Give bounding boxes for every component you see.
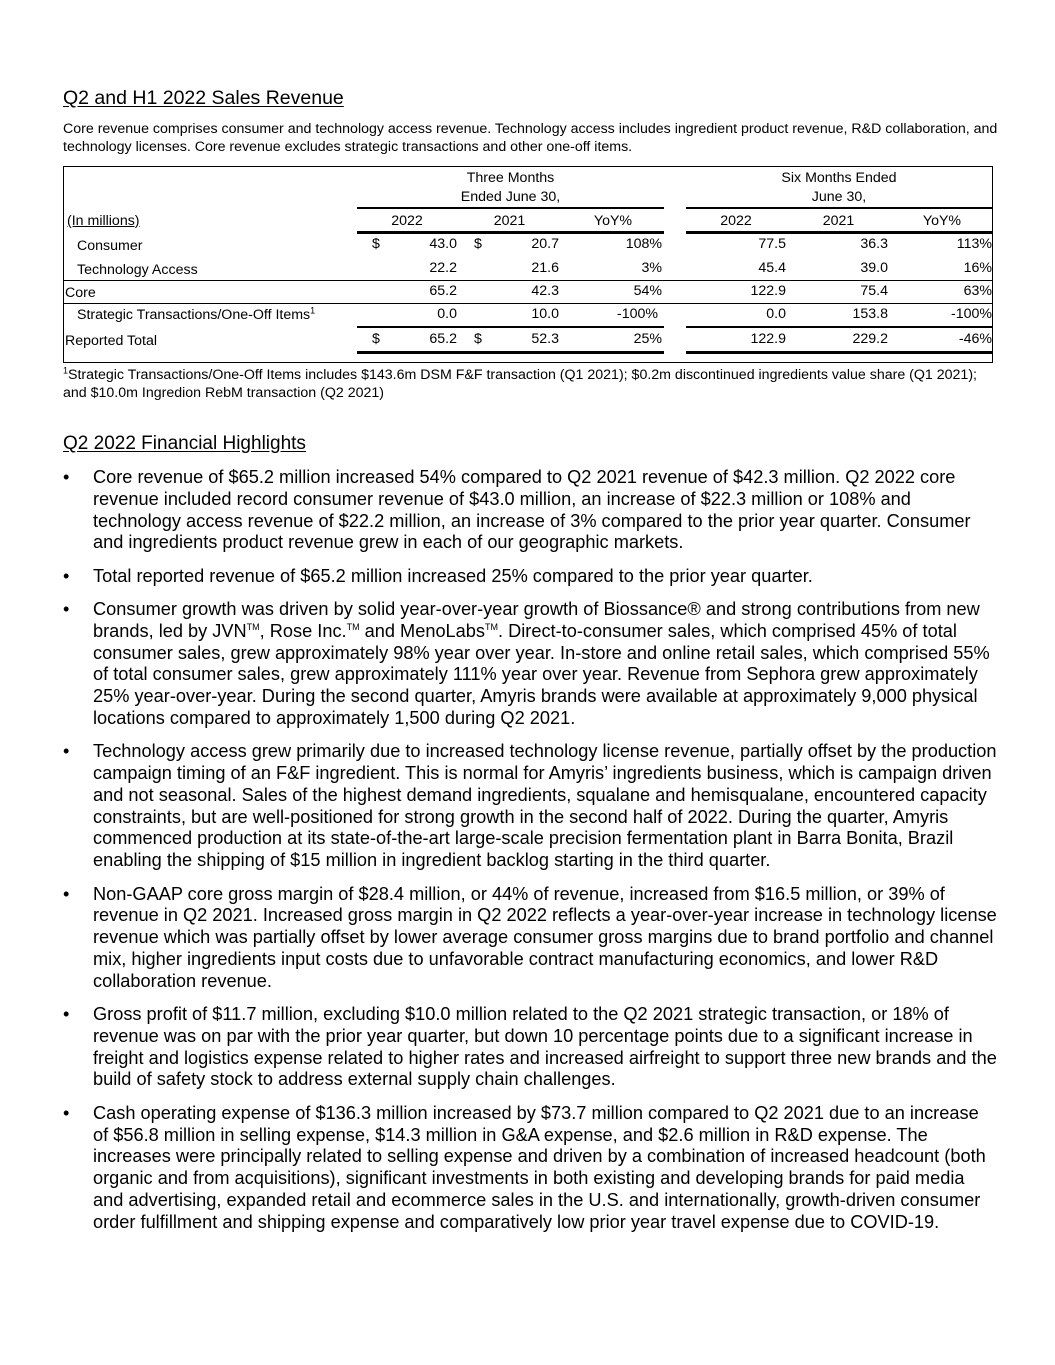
cell-value: 39.0	[860, 260, 888, 276]
list-item: • Technology access grew primarily due to increased technology license revenue, partially offset by the production campaign timing of an F&F ingredient. This is normal for Amyris’ ingredients business, which is campaign driven and not seasonal. Sales of the highest demand ingredients, squalane and hemisqualane, encountered capacity constraints, but are well-positioned for strong growth in the second half of 2022. During the quarter, Amyris commenced production at its state-of-the-art large-scale precision fermentation plant in Barra Bonita, Brazil enabling the shipping of $15 million in ingredient backlog starting in the third quarter.	[63, 741, 997, 871]
cell-value: 153.8	[852, 306, 888, 322]
col-h-yoy: YoY%	[922, 213, 962, 229]
trademark-mark: TM	[346, 621, 360, 632]
header-three-months-line2: Ended June 30,	[460, 189, 561, 205]
cell-value: 75.4	[860, 283, 888, 299]
currency-symbol: $	[372, 236, 380, 252]
rule	[686, 326, 992, 328]
unit-label: (In millions)	[67, 213, 140, 229]
cell-value: 43.0	[429, 236, 457, 252]
list-item: • Gross profit of $11.7 million, excluding $10.0 million related to the Q2 2021 strategic transaction, or 18% of revenue was on par with the prior year quarter, but down 10 percentage points due to a significant increase in freight and logistics expense related to higher rates and increased airfreight to support three new brands and the build of safety stock to address external supply chain challenges.	[63, 1004, 997, 1090]
rule	[357, 231, 664, 234]
rule	[357, 207, 664, 209]
rule	[686, 207, 992, 209]
section-title-sales-revenue: Q2 and H1 2022 Sales Revenue	[63, 87, 344, 109]
cell-value: 0.0	[766, 306, 786, 322]
bullet-icon: •	[63, 1102, 70, 1123]
list-item: • Cash operating expense of $136.3 million increased by $73.7 million compared to Q2 2021 due to an increase of $56.8 million in selling expense, $14.3 million in G&A expense, and $2.6 million in R&D expense. The increases were principally related to selling expense and driven by a combination of increased headcount (both organic and from acquisitions), significant investments in both existing and developing brands for paid media and advertising, expanded retail and ecommerce sales in the U.S. and internationally, growth-driven consumer order fulfillment and shipping expense and comparatively low prior year travel expense due to COVID-19.	[63, 1102, 986, 1232]
bullet-icon: •	[63, 565, 70, 586]
cell-value: 36.3	[860, 236, 888, 252]
row-label-core: Core	[65, 285, 96, 301]
bullet-icon: •	[63, 1004, 70, 1025]
cell-value: 0.0	[437, 306, 457, 322]
cell-value: -46%	[958, 331, 992, 347]
table-footnote: $^1$Strategic Transactions/One-Off Items includes $143.6m DSM F&F transaction (Q1 2021); $0.2m discontinued ingredients value share (Q1 2021); and $10.0m Ingredion RebM transaction (Q2 2021)	[63, 365, 977, 401]
cell-value: 108%	[625, 236, 662, 252]
cell-value: 77.5	[758, 236, 786, 252]
trademark-mark: TM	[485, 621, 498, 632]
cell-value: 122.9	[750, 283, 786, 299]
row-label-strategic-transactions: Strategic Transactions/One-Off Items$^1$	[77, 305, 316, 323]
rule	[357, 326, 664, 328]
bullet-icon: •	[63, 883, 70, 904]
cell-value: 16%	[963, 260, 992, 276]
rule	[686, 351, 992, 354]
bullet-icon: •	[63, 598, 70, 619]
cell-value: 65.2	[429, 331, 457, 347]
row-label-consumer: Consumer	[77, 238, 143, 254]
cell-value: 229.2	[852, 331, 888, 347]
cell-value: 113%	[956, 236, 992, 252]
cell-value: -100%	[950, 306, 992, 322]
bullet-icon: •	[63, 741, 70, 762]
list-item: • Core revenue of $65.2 million increased 54% compared to Q2 2021 revenue of $42.3 million. Q2 2022 core revenue included record consumer revenue of $43.0 million, an increase of $22.3 million or 108% and technology access revenue of $22.2 million, an increase of 3% compared to the prior year quarter. Consumer and ingredients product revenue grew in each of our geographic markets.	[63, 467, 971, 553]
rule	[357, 351, 664, 354]
rule	[686, 231, 992, 234]
header-three-months-line1: Three Months	[466, 170, 555, 186]
cell-value: 3%	[641, 260, 662, 276]
rule	[64, 280, 992, 281]
cell-value: -100%	[616, 306, 658, 322]
cell-value: 45.4	[758, 260, 786, 276]
cell-value: 21.6	[531, 260, 559, 276]
highlights-list	[63, 467, 998, 1245]
currency-symbol: $	[474, 236, 482, 252]
cell-value: 52.3	[531, 331, 559, 347]
cell-value: 65.2	[429, 283, 457, 299]
footnote-marker: 1	[63, 365, 69, 376]
col-q-2022: 2022	[391, 213, 423, 229]
currency-symbol: $	[474, 331, 482, 347]
bullet-icon: •	[63, 467, 70, 487]
col-h-2022: 2022	[720, 213, 752, 229]
footnote-marker: 1	[310, 305, 316, 316]
col-q-yoy: YoY%	[593, 213, 633, 229]
list-item: • Non-GAAP core gross margin of $28.4 million, or 44% of revenue, increased from $16.5 million, or 39% of revenue in Q2 2021. Increased gross margin in Q2 2022 reflects a year-over-year increase in technology license revenue which was partially offset by lower average consumer gross margins due to brand portfolio and channel mix, higher ingredients input costs due to unfavorable contract manufacturing economics, and lower R&D collaboration revenue.	[63, 883, 997, 991]
cell-value: 63%	[963, 283, 992, 299]
section-title-financial-highlights: Q2 2022 Financial Highlights	[63, 433, 306, 454]
cell-value: 122.9	[750, 331, 786, 347]
row-label-reported-total: Reported Total	[65, 333, 158, 349]
row-label-technology-access: Technology Access	[77, 262, 198, 278]
cell-value: 10.0	[531, 306, 559, 322]
cell-value: 25%	[633, 331, 662, 347]
header-six-months-line1: Six Months Ended	[781, 170, 897, 186]
revenue-table	[63, 166, 993, 363]
currency-symbol: $	[372, 331, 380, 347]
trademark-mark: TM	[246, 621, 260, 632]
cell-value: 20.7	[531, 236, 559, 252]
list-item: • Total reported revenue of $65.2 million increased 25% compared to the prior year quarter.	[63, 565, 813, 586]
list-item: • Consumer growth was driven by solid year-over-year growth of Biossance® and strong contributions from new brands, led by JVN™, Rose Inc.™ and MenoLabs™. Direct-to-consumer sales, which comprised 45% of total consumer sales, grew approximately 98% year over year. In-store and online retail sales, which comprised 55% of total consumer sales, grew approximately 111% year over year. Revenue from Sephora grew approximately 25% year-over-year. During the second quarter, Amyris brands were available at approximately 9,000 physical locations compared to approximately 1,500 during Q2 2021.	[63, 598, 990, 728]
cell-value: 54%	[633, 283, 662, 299]
rule	[64, 303, 992, 304]
header-six-months-line2: June 30,	[811, 189, 867, 205]
cell-value: 22.2	[429, 260, 457, 276]
col-q-2021: 2021	[493, 213, 526, 229]
intro-paragraph: Core revenue comprises consumer and technology access revenue. Technology access includes ingredient product revenue, R&D collaboration, and technology licenses. Core revenue excludes strategic transactions and other one-off items.	[63, 121, 998, 155]
cell-value: 42.3	[531, 283, 559, 299]
col-h-2021: 2021	[822, 213, 855, 229]
